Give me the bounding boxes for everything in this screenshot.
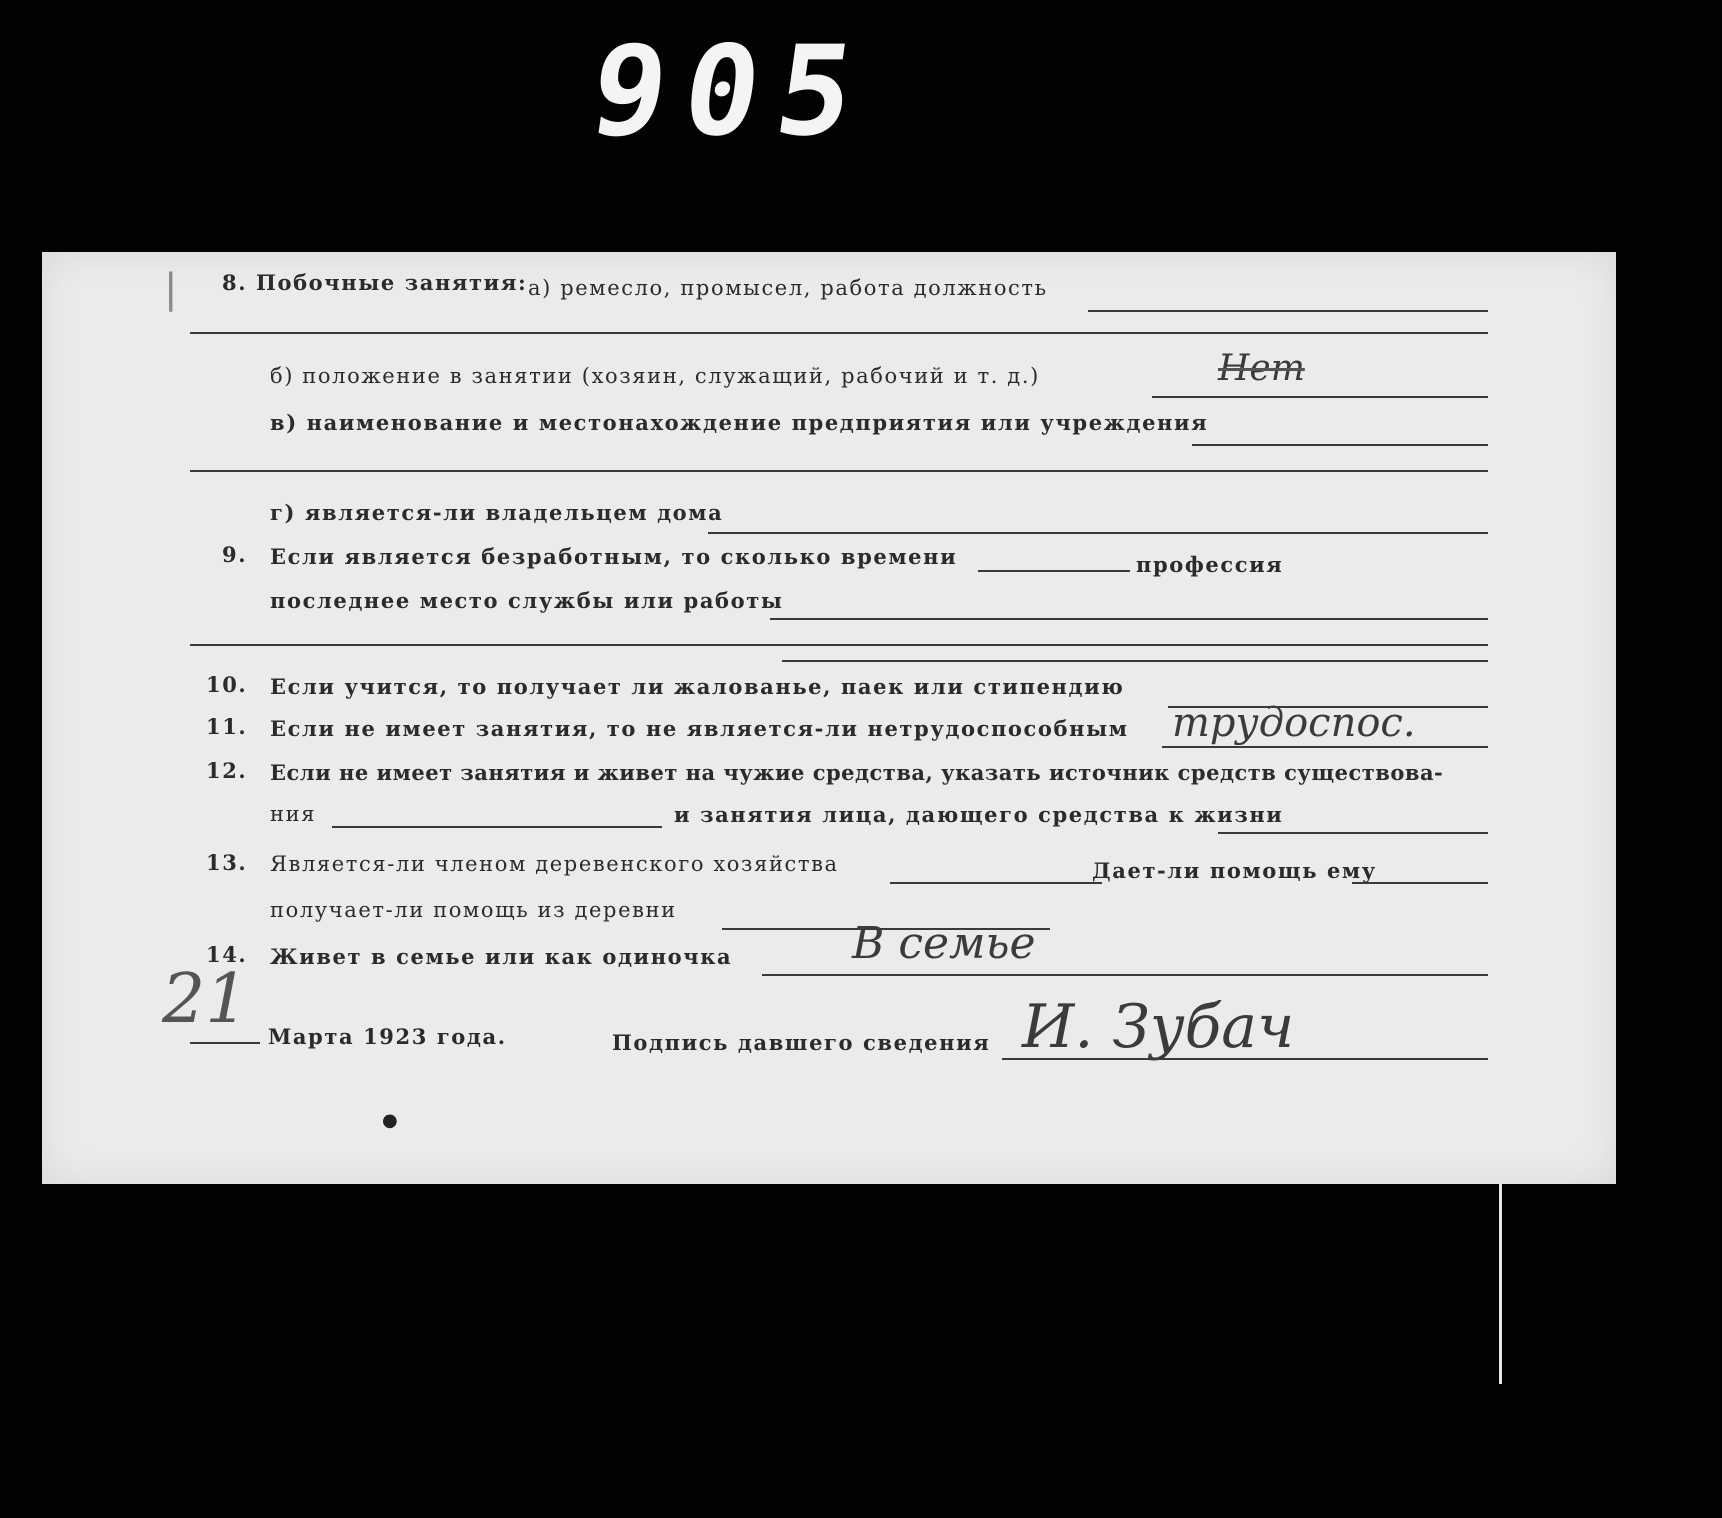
q8a-answer-line-2 bbox=[190, 332, 1488, 334]
q13-receive-text: получает-ли помощь из деревни bbox=[270, 898, 677, 922]
q9-time-line bbox=[978, 570, 1130, 572]
date-text: Марта 1923 года. bbox=[268, 1024, 507, 1049]
q13-help-line bbox=[1352, 882, 1488, 884]
q8g-answer-line bbox=[708, 532, 1488, 534]
q11-number: 11. bbox=[206, 714, 248, 739]
q13-number: 13. bbox=[206, 850, 248, 875]
q9-last-answer-line bbox=[770, 618, 1488, 620]
q9-answer-line-2 bbox=[190, 644, 1488, 646]
q8v-answer-line bbox=[1192, 444, 1488, 446]
signature-label: Подпись давшего сведения bbox=[612, 1030, 991, 1055]
signature: И. Зубач bbox=[1022, 992, 1295, 1062]
q10-number: 10. bbox=[206, 672, 248, 697]
q13-help-label: Дает-ли помощь ему bbox=[1092, 858, 1377, 883]
date-day: 21 bbox=[162, 960, 249, 1039]
q9-number: 9. bbox=[222, 542, 248, 567]
q12-source-line bbox=[332, 826, 662, 828]
q8g-text: г) является-ли владельцем дома bbox=[270, 500, 724, 525]
q12-cont-a: ния bbox=[270, 802, 317, 826]
date-day-line bbox=[190, 1042, 260, 1044]
q14-answer-line bbox=[762, 974, 1488, 976]
q10-text: Если учится, то получает ли жалованье, паек или стипендию bbox=[270, 674, 1125, 699]
q8b-text: б) положение в занятии (хозяин, служащий, рабочий и т. д.) bbox=[270, 364, 1040, 388]
q12-cont-b: и занятия лица, дающего средства к жизни bbox=[674, 802, 1284, 827]
q12-text: Если не имеет занятия и живет на чужие средства, указать источник средств существова- bbox=[270, 760, 1444, 785]
q8-label: 8. Побочные занятия: bbox=[222, 270, 528, 295]
q9-profession-label: профессия bbox=[1136, 552, 1284, 577]
q14-answer: В семье bbox=[852, 918, 1036, 969]
stray-dot: ● bbox=[382, 1110, 398, 1131]
q8a-text: а) ремесло, промысел, работа должность bbox=[528, 276, 1048, 300]
card-sheet bbox=[42, 252, 1616, 1184]
q11-answer-line bbox=[1162, 746, 1488, 748]
q13-text: Является-ли членом деревенского хозяйства bbox=[270, 852, 839, 876]
q13-member-line bbox=[890, 882, 1102, 884]
q14-text: Живет в семье или как одиночка bbox=[270, 944, 733, 969]
signature-line bbox=[1002, 1058, 1488, 1060]
q8b-answer: Нет bbox=[1218, 348, 1305, 389]
q9-answer-line-3 bbox=[782, 660, 1488, 662]
q8a-answer-line bbox=[1088, 310, 1488, 312]
census-card bbox=[42, 252, 1616, 1184]
q12-answer-line bbox=[1218, 832, 1488, 834]
q11-answer: трудоспос. bbox=[1172, 700, 1416, 746]
q8v-text: в) наименование и местонахождение предприятия или учреждения bbox=[270, 410, 1209, 435]
film-scratch bbox=[1499, 1184, 1502, 1384]
q11-text: Если не имеет занятия, то не является-ли нетрудоспособным bbox=[270, 716, 1129, 741]
frame-number: 905 bbox=[581, 20, 881, 164]
q12-number: 12. bbox=[206, 758, 248, 783]
q9-text: Если является безработным, то сколько времени bbox=[270, 544, 958, 569]
stray-mark: | bbox=[164, 266, 178, 312]
q14-number: 14. bbox=[206, 942, 248, 967]
q8v-answer-line-2 bbox=[190, 470, 1488, 472]
q9-last-text: последнее место службы или работы bbox=[270, 588, 784, 613]
q8b-answer-line bbox=[1152, 396, 1488, 398]
